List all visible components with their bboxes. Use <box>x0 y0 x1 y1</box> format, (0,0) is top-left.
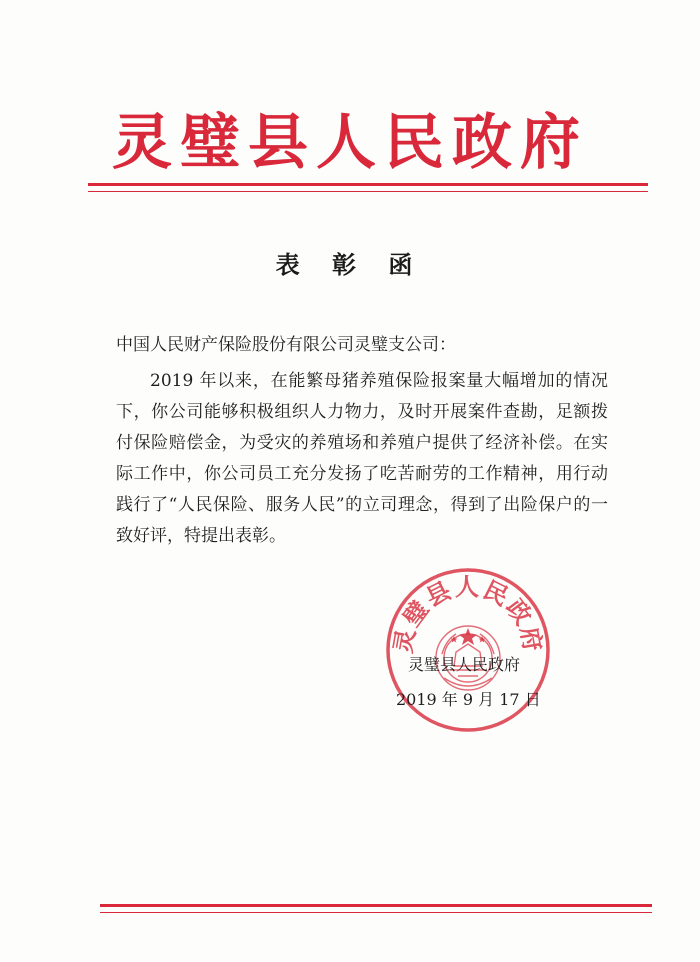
svg-text:灵璧县人民政府 <box>388 572 548 655</box>
document-title: 表 彰 函 <box>275 250 425 279</box>
letterhead-rule-thin <box>88 191 648 192</box>
footer-rule-thin <box>100 912 652 913</box>
letterhead-rule-thick <box>88 183 648 186</box>
footer-rule-thick <box>100 904 652 907</box>
letter-body: 2019 年以来，在能繁母猪养殖保险报案量大幅增加的情况下，你公司能够积极组织人力物力，及时开展案件查勘，足额拨付保险赔偿金，为受灾的养殖场和养殖户提供了经济补偿。在实际工作中，你公司员工充分发扬了吃苦耐劳的工作精神，用行动践行了“人民保险、服务人民”的立司理念，得到了出险保户的一致好评，特提出表彰。 <box>116 371 608 546</box>
seal-ring-text: 灵璧县人民政府 <box>387 572 549 656</box>
signature-issuer: 灵璧县人民政府 <box>408 655 521 674</box>
signature-date: 2019 年 9 月 17 日 <box>396 690 541 709</box>
letterhead-title: 灵璧县人民政府 <box>112 108 588 178</box>
salutation: 中国人民财产保险股份有限公司灵璧支公司： <box>116 335 456 355</box>
